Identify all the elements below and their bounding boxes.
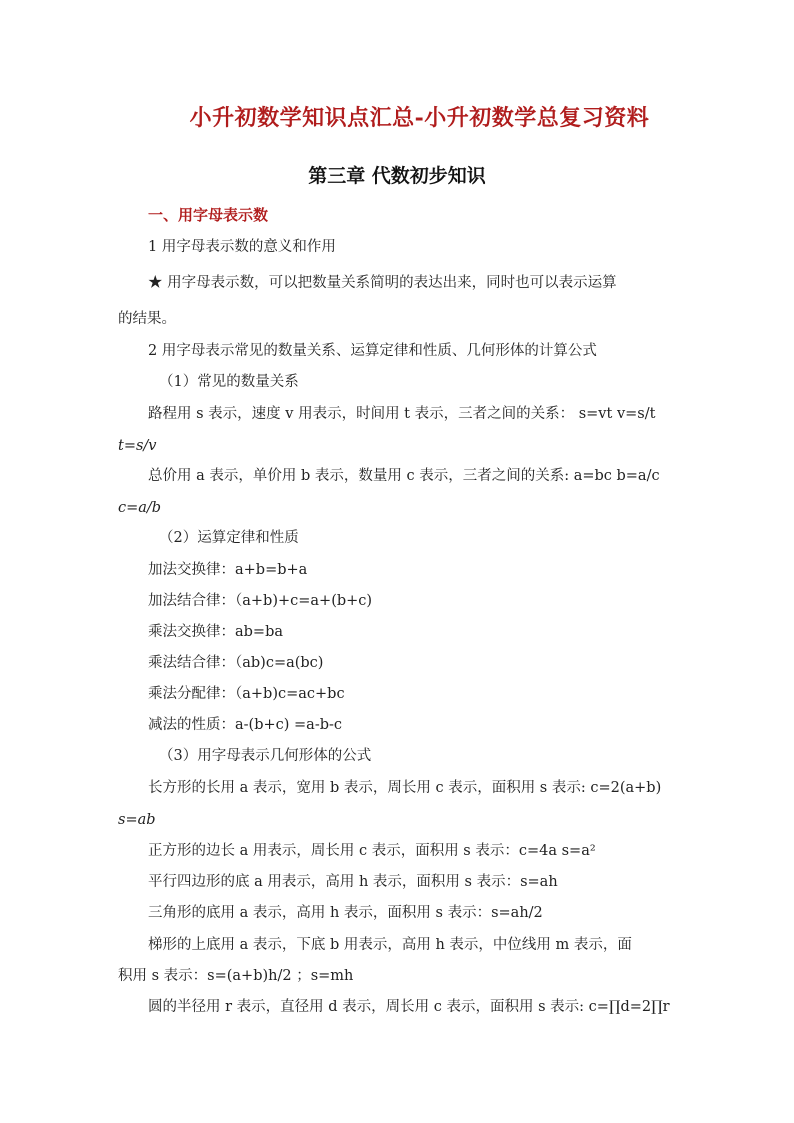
paragraph-2-line-1: ★ 用字母表示数，可以把数量关系简明的表达出来，同时也可以表示运算	[148, 275, 617, 291]
trapezoid-formula-line-2: 积用 s 表示：s=(a+b)h/2 ；s=mh	[118, 968, 354, 984]
law-multiplication-commutative: 乘法交换律：ab=ba	[148, 624, 284, 640]
triangle-formula: 三角形的底用 a 表示，高用 h 表示，面积用 s 表示：s=ah/2	[148, 905, 543, 921]
distance-relation-line-1: 路程用 s 表示，速度 v 用表示，时间用 t 表示，三者之间的关系： s=vt v=s/t	[148, 406, 656, 422]
law-addition-commutative: 加法交换律：a+b=b+a	[148, 562, 308, 578]
square-formula: 正方形的边长 a 用表示，周长用 c 表示，面积用 s 表示：c=4a s=a²	[148, 843, 596, 859]
law-addition-associative: 加法结合律：（a+b)+c=a+(b+c)	[148, 593, 373, 609]
circle-formula: 圆的半径用 r 表示，直径用 d 表示，周长用 c 表示，面积用 s 表示: c=∏d=2∏r	[148, 999, 670, 1015]
section-heading: 一、用字母表示数	[148, 206, 269, 224]
price-relation-line-2: c=a/b	[118, 500, 162, 516]
law-multiplication-associative: 乘法结合律：（ab)c=a(bc)	[148, 655, 324, 671]
subheading-geometry: （3）用字母表示几何形体的公式	[159, 748, 372, 764]
subheading-quantity-relations: （1）常见的数量关系	[159, 374, 299, 390]
rectangle-formula-line-2: s=ab	[118, 812, 156, 828]
trapezoid-formula-line-1: 梯形的上底用 a 表示，下底 b 用表示，高用 h 表示，中位线用 m 表示，面	[148, 937, 632, 953]
law-multiplication-distributive: 乘法分配律：（a+b)c=ac+bc	[148, 686, 345, 702]
subheading-laws: （2）运算定律和性质	[159, 530, 299, 546]
paragraph-1: 1 用字母表示数的意义和作用	[148, 239, 336, 255]
law-subtraction-property: 减法的性质：a-(b+c) =a-b-c	[148, 717, 343, 733]
chapter-heading: 第三章 代数初步知识	[308, 165, 486, 187]
paragraph-2-line-2: 的结果。	[118, 311, 176, 327]
parallelogram-formula: 平行四边形的底 a 用表示，高用 h 表示，面积用 s 表示：s=ah	[148, 874, 558, 890]
document-title: 小升初数学知识点汇总-小升初数学总复习资料	[189, 105, 650, 131]
rectangle-formula-line-1: 长方形的长用 a 表示，宽用 b 表示，周长用 c 表示，面积用 s 表示: c=2(a+b)	[148, 780, 662, 796]
paragraph-3: 2 用字母表示常见的数量关系、运算定律和性质、几何形体的计算公式	[148, 343, 597, 359]
price-relation-line-1: 总价用 a 表示，单价用 b 表示，数量用 c 表示，三者之间的关系: a=bc b=a/c	[148, 468, 660, 484]
distance-relation-line-2: t=s/v	[118, 438, 157, 454]
